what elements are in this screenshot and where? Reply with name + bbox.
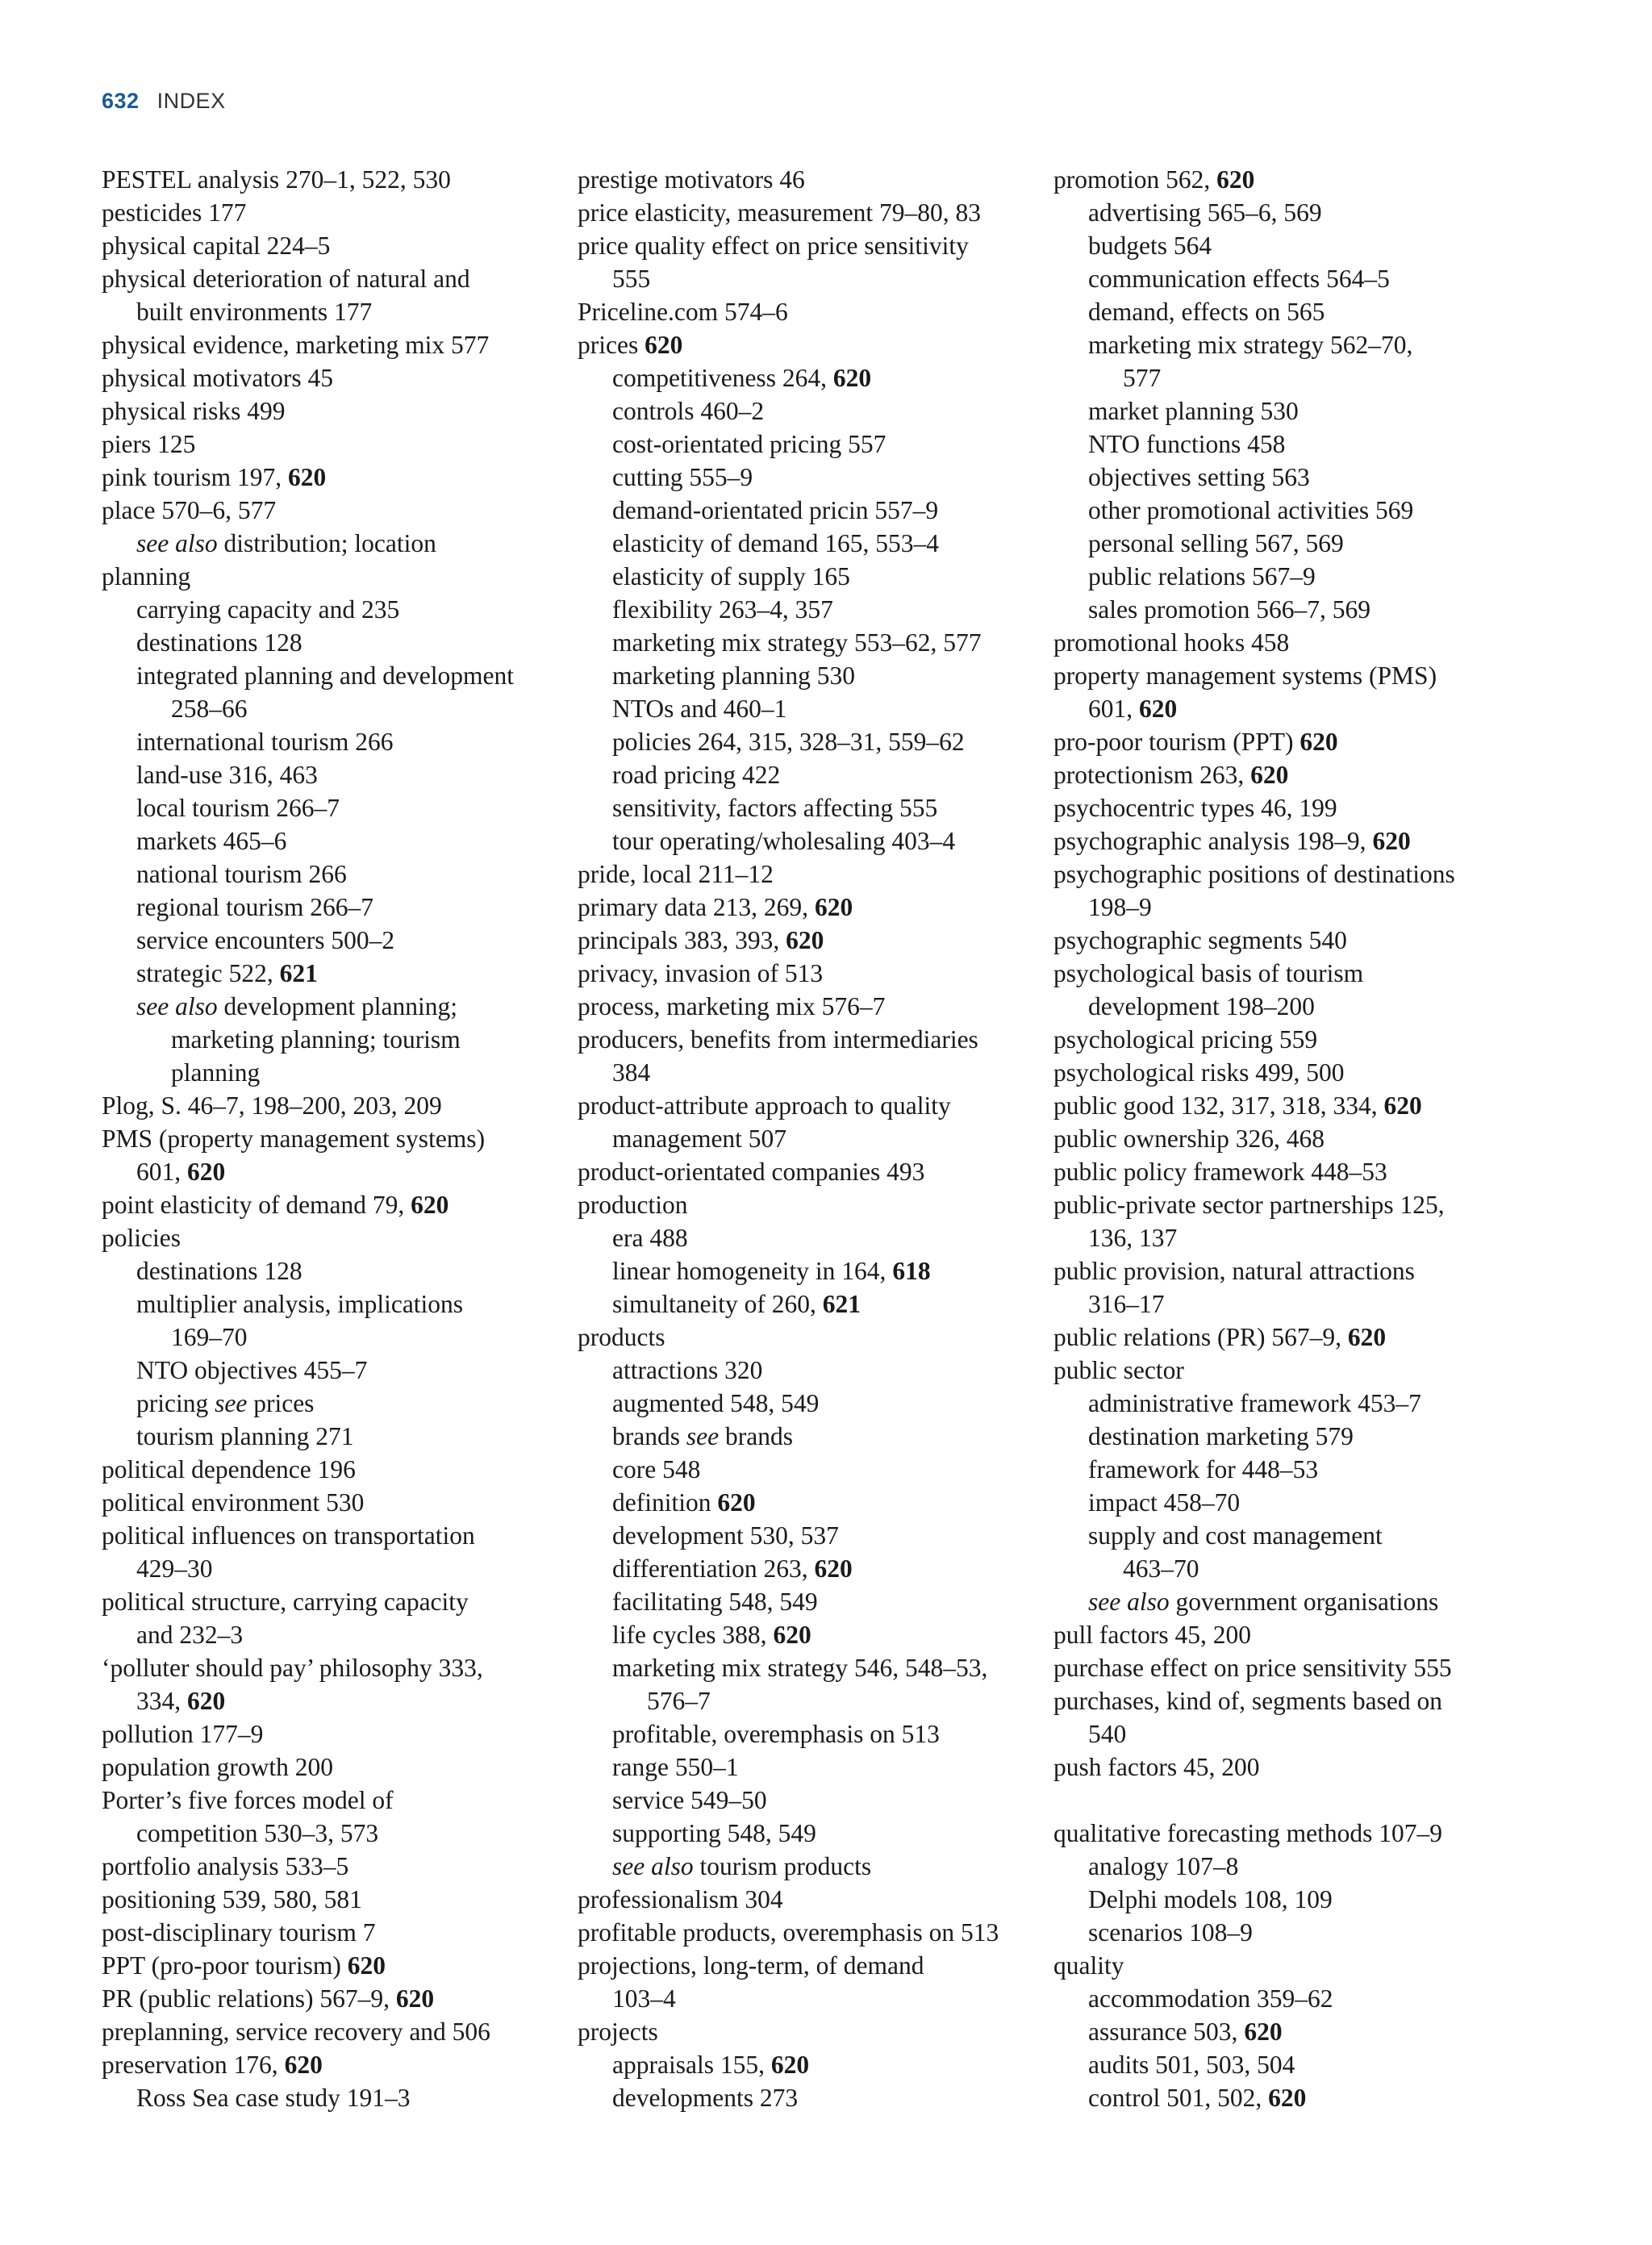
index-subentry: attractions 320 (612, 1356, 763, 1384)
index-entry: product-attribute approach to quality management 507 (578, 1091, 951, 1153)
running-head-title: INDEX (156, 89, 226, 113)
definition-page-ref: 621 (279, 959, 318, 987)
index-entry: planning (102, 562, 191, 590)
index-entry: PMS (property management systems) 601, 620 (102, 1125, 486, 1186)
index-entry: price elasticity, measurement 79–80, 83 (578, 198, 982, 227)
definition-page-ref: 620 (1372, 827, 1411, 855)
index-column-3 (1053, 163, 1529, 2114)
index-subentry: marketing mix strategy 562–70, 577 (1088, 331, 1413, 392)
cross-reference-label: see also (136, 992, 218, 1020)
index-subentry: cost-orientated pricing 557 (612, 430, 886, 458)
index-subentry: markets 465–6 (136, 827, 287, 855)
definition-page-ref: 620 (832, 364, 872, 392)
index-entry: pesticides 177 (102, 198, 247, 227)
index-entry: projects (578, 2018, 658, 2046)
index-subentry: elasticity of demand 165, 553–4 (612, 529, 940, 557)
index-column-1 (102, 163, 553, 2114)
index-subentry: audits 501, 503, 504 (1088, 2051, 1295, 2079)
definition-page-ref: 620 (773, 1621, 811, 1649)
index-entry: public provision, natural attractions 316–17 (1053, 1257, 1415, 1318)
index-subentry: supply and cost management 463–70 (1088, 1521, 1383, 1583)
index-entry: producers, benefits from intermediaries 384 (578, 1025, 978, 1087)
index-subentry: destinations 128 (136, 628, 302, 657)
index-subentry: marketing mix strategy 553–62, 577 (612, 628, 982, 657)
index-entry: piers 125 (102, 430, 196, 458)
index-entry: psychological basis of tourism development 198–200 (1053, 959, 1364, 1020)
index-subentry: Ross Sea case study 191–3 (136, 2084, 411, 2112)
index-entry: promotion 562, 620 (1053, 165, 1255, 194)
index-subentry: see also government organisations (1088, 1588, 1439, 1616)
index-subentry: public relations 567–9 (1088, 562, 1316, 590)
index-subentry: see also tourism products (612, 1852, 872, 1880)
definition-page-ref: 618 (892, 1257, 931, 1285)
definition-page-ref: 620 (1216, 165, 1255, 194)
index-subentry: budgets 564 (1088, 232, 1212, 260)
index-entry: public relations (PR) 567–9, 620 (1053, 1323, 1387, 1351)
definition-page-ref: 620 (284, 2051, 323, 2079)
index-entry: post-disciplinary tourism 7 (102, 1918, 376, 1947)
index-subentry: road pricing 422 (612, 761, 781, 789)
index-subentry: administrative framework 453–7 (1088, 1389, 1421, 1417)
index-subentry: communication effects 564–5 (1088, 265, 1390, 293)
index-entry: psychographic positions of destinations 198–9 (1053, 860, 1455, 921)
index-subentry: strategic 522, 621 (136, 959, 318, 987)
cross-reference-label: see (686, 1422, 720, 1450)
index-entry: ‘polluter should pay’ philosophy 333, 334, 620 (102, 1654, 483, 1715)
index-subentry: accommodation 359–62 (1088, 1984, 1333, 2013)
index-entry: privacy, invasion of 513 (578, 959, 824, 987)
index-entry: prestige motivators 46 (578, 165, 805, 194)
cross-reference-label: see (215, 1389, 248, 1417)
index-entry: qualitative forecasting methods 107–9 (1053, 1819, 1443, 1847)
definition-page-ref: 620 (347, 1951, 386, 1980)
index-entry: psychological risks 499, 500 (1053, 1058, 1345, 1087)
definition-page-ref: 620 (395, 1984, 435, 2013)
index-subentry: flexibility 263–4, 357 (612, 595, 833, 624)
index-entry: psychographic segments 540 (1053, 926, 1347, 954)
index-subentry: linear homogeneity in 164, 618 (612, 1257, 931, 1285)
index-entry: political structure, carrying capacity and 232–3 (102, 1588, 469, 1649)
index-entry: PR (public relations) 567–9, 620 (102, 1984, 435, 2013)
index-subentry: integrated planning and development 258–66 (136, 661, 514, 723)
cross-reference-label: see also (136, 529, 218, 557)
index-entry: public sector (1053, 1356, 1184, 1384)
index-subentry: destination marketing 579 (1088, 1422, 1354, 1450)
index-subentry: marketing mix strategy 546, 548–53, 576–7 (612, 1654, 988, 1715)
index-entry: professionalism 304 (578, 1885, 783, 1913)
index-entry: pull factors 45, 200 (1053, 1621, 1251, 1649)
definition-page-ref: 620 (411, 1191, 449, 1219)
index-entry: policies (102, 1224, 181, 1252)
index-entry: public-private sector partnerships 125, 136, 137 (1053, 1191, 1445, 1252)
index-entry: political influences on transportation 429–30 (102, 1521, 475, 1583)
index-subentry: see also development planning; marketing planning; tourism planning (136, 992, 461, 1087)
index-subentry: definition 620 (612, 1488, 756, 1517)
index-subentry: profitable, overemphasis on 513 (612, 1720, 940, 1748)
definition-page-ref: 620 (288, 463, 327, 491)
index-subentry: market planning 530 (1088, 397, 1299, 425)
index-subentry: sensitivity, factors affecting 555 (612, 794, 938, 822)
index-subentry: sales promotion 566–7, 569 (1088, 595, 1370, 624)
index-entry: quality (1053, 1951, 1124, 1980)
index-subentry: demand, effects on 565 (1088, 298, 1325, 326)
index-subentry: NTO objectives 455–7 (136, 1356, 368, 1384)
index-subentry: life cycles 388, 620 (612, 1621, 811, 1649)
definition-page-ref: 620 (770, 2051, 810, 2079)
index-subentry: destinations 128 (136, 1257, 302, 1285)
index-subentry: augmented 548, 549 (612, 1389, 820, 1417)
cross-reference-label: see also (1088, 1588, 1170, 1616)
definition-page-ref: 620 (187, 1687, 226, 1715)
index-subentry: elasticity of supply 165 (612, 562, 850, 590)
index-subentry: NTO functions 458 (1088, 430, 1286, 458)
definition-page-ref: 620 (1244, 2018, 1283, 2046)
index-subentry: brands see brands (612, 1422, 793, 1450)
index-subentry: pricing see prices (136, 1389, 315, 1417)
index-subentry: developments 273 (612, 2084, 799, 2112)
index-subentry: land-use 316, 463 (136, 761, 318, 789)
index-subentry: international tourism 266 (136, 728, 394, 756)
index-subentry: appraisals 155, 620 (612, 2051, 810, 2079)
index-entry: place 570–6, 577 (102, 496, 277, 524)
index-subentry: see also distribution; location (136, 529, 436, 557)
index-subentry: impact 458–70 (1088, 1488, 1241, 1517)
definition-page-ref: 620 (1383, 1091, 1422, 1120)
index-entry: purchase effect on price sensitivity 555 (1053, 1654, 1452, 1682)
definition-page-ref: 620 (1268, 2084, 1307, 2112)
index-subentry: development 530, 537 (612, 1521, 839, 1550)
index-subentry: simultaneity of 260, 621 (612, 1290, 861, 1318)
definition-page-ref: 620 (717, 1488, 756, 1517)
index-subentry: facilitating 548, 549 (612, 1588, 818, 1616)
index-subentry: differentiation 263, 620 (612, 1554, 853, 1583)
index-entry: principals 383, 393, 620 (578, 926, 824, 954)
index-subentry: tourism planning 271 (136, 1422, 354, 1450)
index-subentry: national tourism 266 (136, 860, 347, 888)
definition-page-ref: 620 (1347, 1323, 1387, 1351)
definition-page-ref: 620 (814, 893, 853, 921)
index-subentry: scenarios 108–9 (1088, 1918, 1253, 1947)
index-subentry: control 501, 502, 620 (1088, 2084, 1307, 2112)
index-entry: protectionism 263, 620 (1053, 761, 1289, 789)
index-entry: products (578, 1323, 665, 1351)
definition-page-ref: 620 (1139, 695, 1178, 723)
index-entry: push factors 45, 200 (1053, 1753, 1260, 1781)
index-entry: Porter’s five forces model of competition 530–3, 573 (102, 1786, 394, 1847)
index-entry: Plog, S. 46–7, 198–200, 203, 209 (102, 1091, 442, 1120)
index-entry: political dependence 196 (102, 1455, 356, 1483)
page-number: 632 (102, 89, 140, 113)
index-subentry: controls 460–2 (612, 397, 765, 425)
index-subentry: cutting 555–9 (612, 463, 753, 491)
index-entry: property management systems (PMS) 601, 620 (1053, 661, 1437, 723)
index-subentry: marketing planning 530 (612, 661, 855, 690)
index-subentry: personal selling 567, 569 (1088, 529, 1344, 557)
index-subentry: carrying capacity and 235 (136, 595, 400, 624)
index-subentry: supporting 548, 549 (612, 1819, 816, 1847)
index-subentry: multiplier analysis, implications 169–70 (136, 1290, 464, 1351)
index-entry: product-orientated companies 493 (578, 1158, 925, 1186)
index-entry: profitable products, overemphasis on 513 (578, 1918, 999, 1947)
cross-reference-label: see also (612, 1852, 694, 1880)
index-entry: price quality effect on price sensitivity 555 (578, 232, 969, 293)
index-entry: PPT (pro-poor tourism) 620 (102, 1951, 386, 1980)
definition-page-ref: 620 (1250, 761, 1289, 789)
index-entry: production (578, 1191, 688, 1219)
index-subentry: policies 264, 315, 328–31, 559–62 (612, 728, 965, 756)
index-subentry: Delphi models 108, 109 (1088, 1885, 1333, 1913)
index-entry: physical motivators 45 (102, 364, 333, 392)
index-entry: preservation 176, 620 (102, 2051, 323, 2079)
index-entry: positioning 539, 580, 581 (102, 1885, 362, 1913)
index-subentry: local tourism 266–7 (136, 794, 340, 822)
index-subentry: analogy 107–8 (1088, 1852, 1239, 1880)
index-subentry: era 488 (612, 1224, 688, 1252)
index-column-2 (578, 163, 1037, 2114)
definition-page-ref: 621 (822, 1290, 861, 1318)
index-entry: promotional hooks 458 (1053, 628, 1290, 657)
definition-page-ref: 620 (1299, 728, 1338, 756)
definition-page-ref: 620 (187, 1158, 226, 1186)
index-entry: point elasticity of demand 79, 620 (102, 1191, 449, 1219)
index-entry: population growth 200 (102, 1753, 333, 1781)
index-entry: physical risks 499 (102, 397, 286, 425)
index-subentry: regional tourism 266–7 (136, 893, 373, 921)
index-entry: physical capital 224–5 (102, 232, 331, 260)
index-subentry: range 550–1 (612, 1753, 739, 1781)
index-entry: physical evidence, marketing mix 577 (102, 331, 490, 359)
index-entry: purchases, kind of, segments based on 540 (1053, 1687, 1443, 1748)
index-subentry: tour operating/wholesaling 403–4 (612, 827, 956, 855)
index-subentry: framework for 448–53 (1088, 1455, 1319, 1483)
index-entry: prices 620 (578, 331, 683, 359)
definition-page-ref: 620 (786, 926, 824, 954)
index-entry: public ownership 326, 468 (1053, 1125, 1325, 1153)
running-head (102, 89, 226, 114)
index-entry: portfolio analysis 533–5 (102, 1852, 349, 1880)
index-entry: psychological pricing 559 (1053, 1025, 1318, 1054)
index-entry: projections, long-term, of demand 103–4 (578, 1951, 924, 2013)
index-subentry: demand-orientated pricin 557–9 (612, 496, 939, 524)
index-subentry: assurance 503, 620 (1088, 2018, 1283, 2046)
index-entry: pro-poor tourism (PPT) 620 (1053, 728, 1338, 756)
index-subentry: service encounters 500–2 (136, 926, 395, 954)
index-entry: physical deterioration of natural and built environments 177 (102, 265, 470, 326)
index-subentry: other promotional activities 569 (1088, 496, 1414, 524)
index-entry: psychographic analysis 198–9, 620 (1053, 827, 1411, 855)
definition-page-ref: 620 (814, 1554, 853, 1583)
index-entry: political environment 530 (102, 1488, 365, 1517)
index-entry: Priceline.com 574–6 (578, 298, 788, 326)
index-subentry: NTOs and 460–1 (612, 695, 787, 723)
index-entry: public policy framework 448–53 (1053, 1158, 1387, 1186)
index-entry: preplanning, service recovery and 506 (102, 2018, 490, 2046)
index-entry: public good 132, 317, 318, 334, 620 (1053, 1091, 1422, 1120)
index-subentry: competitiveness 264, 620 (612, 364, 872, 392)
index-subentry: core 548 (612, 1455, 701, 1483)
index-entry: psychocentric types 46, 199 (1053, 794, 1337, 822)
index-entry: process, marketing mix 576–7 (578, 992, 886, 1020)
index-entry: pride, local 211–12 (578, 860, 774, 888)
index-entry: PESTEL analysis 270–1, 522, 530 (102, 165, 451, 194)
index-entry: pollution 177–9 (102, 1720, 264, 1748)
index-subentry: advertising 565–6, 569 (1088, 198, 1322, 227)
index-entry: pink tourism 197, 620 (102, 463, 327, 491)
index-subentry: objectives setting 563 (1088, 463, 1310, 491)
index-subentry: service 549–50 (612, 1786, 767, 1814)
definition-page-ref: 620 (645, 331, 683, 359)
index-entry: primary data 213, 269, 620 (578, 893, 853, 921)
